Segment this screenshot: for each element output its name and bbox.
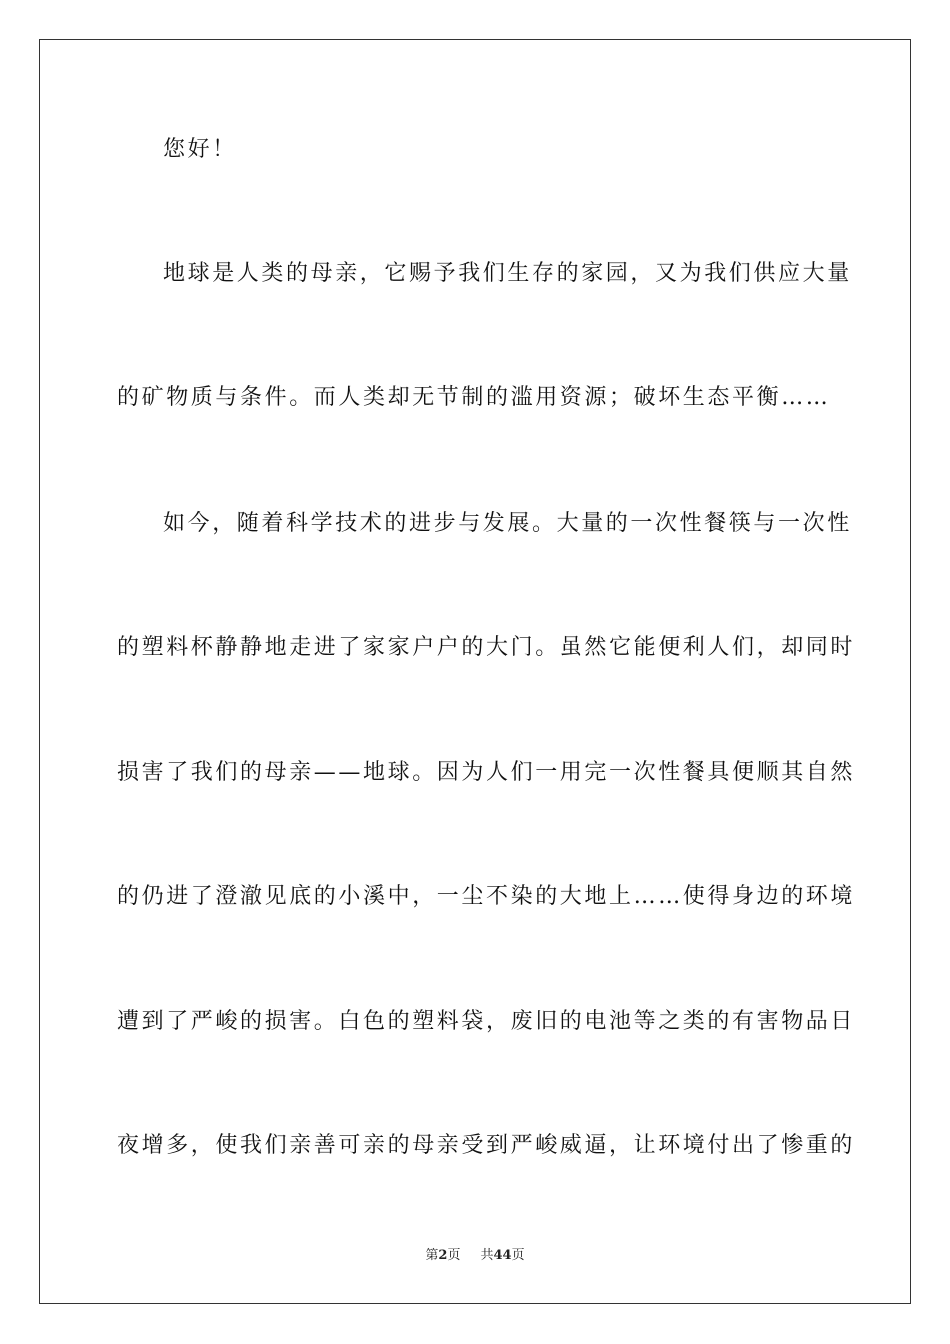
paragraph-line: 夜增多，使我们亲善可亲的母亲受到严峻威逼，让环境付出了惨重的 bbox=[117, 1133, 856, 1158]
paragraph-line: 地球是人类的母亲，它赐予我们生存的家园，又为我们供应大量 bbox=[163, 261, 852, 286]
total-prefix: 共 bbox=[480, 1248, 494, 1263]
total-unit: 页 bbox=[511, 1248, 525, 1263]
page-frame bbox=[39, 39, 911, 1304]
paragraph-line: 损害了我们的母亲——地球。因为人们一用完一次性餐具便顺其自然 bbox=[117, 760, 856, 785]
page-prefix: 第 bbox=[425, 1248, 439, 1263]
page-footer bbox=[0, 1247, 950, 1265]
page-number: 2 bbox=[438, 1248, 448, 1263]
greeting-line: 您好！ bbox=[163, 137, 237, 162]
paragraph-line: 遭到了严峻的损害。白色的塑料袋，废旧的电池等之类的有害物品日 bbox=[117, 1009, 856, 1034]
paragraph-line: 的塑料杯静静地走进了家家户户的大门。虽然它能便利人们，却同时 bbox=[117, 635, 856, 660]
paragraph-line: 如今，随着科学技术的进步与发展。大量的一次性餐筷与一次性 bbox=[163, 511, 852, 536]
page-unit: 页 bbox=[447, 1248, 461, 1263]
total-pages: 44 bbox=[493, 1248, 512, 1263]
paragraph-line: 的仍进了澄澈见底的小溪中，一尘不染的大地上……使得身边的环境 bbox=[117, 884, 856, 909]
paragraph-line: 的矿物质与条件。而人类却无节制的滥用资源；破坏生态平衡…… bbox=[117, 385, 831, 410]
